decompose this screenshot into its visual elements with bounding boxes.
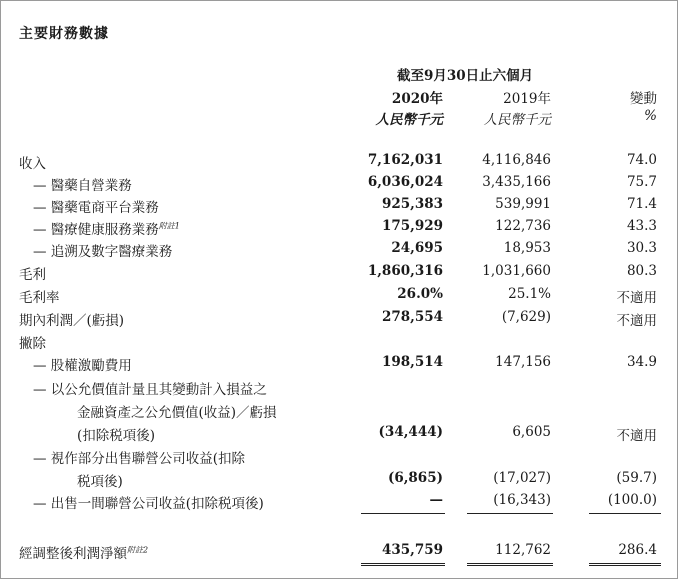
row-label: — 醫藥自營業務 [33, 178, 132, 194]
unit-2020-header: 人民幣千元 [375, 112, 443, 128]
row-label [19, 542, 148, 562]
value-2019: 3,435,166 [482, 174, 551, 190]
value-2019: (7,629) [501, 309, 551, 325]
value-2019: 25.1% [508, 286, 551, 302]
value-2019: (16,343) [493, 492, 551, 508]
table-row [1, 424, 677, 446]
value-change: 286.4 [618, 542, 657, 558]
value-2020: 435,759 [381, 542, 443, 558]
value-2020: 175,929 [381, 218, 443, 234]
table-row-gross-margin [1, 286, 677, 308]
row-label: — 以公允價值計量且其變動計入損益之 [33, 382, 267, 398]
value-change: 不適用 [616, 290, 657, 306]
value-2020: 26.0% [397, 286, 443, 302]
row-label: (扣除税項後) [77, 428, 156, 444]
change-header: 變動 [630, 91, 657, 107]
total-rule-2020 [361, 563, 445, 566]
row-label: — 出售一間聯營公司收益(扣除税項後) [33, 496, 264, 512]
section-title: 主要財務數據 [19, 26, 109, 42]
table-row [1, 354, 677, 376]
total-rule-2019 [467, 563, 553, 566]
value-change: (59.7) [616, 470, 657, 486]
row-label [33, 218, 180, 238]
table-row [1, 378, 677, 400]
row-label: 撇除 [19, 336, 46, 352]
total-rule-change [589, 563, 661, 566]
table-row [1, 492, 677, 514]
value-2020: (6,865) [387, 470, 443, 486]
value-change: 80.3 [626, 263, 657, 279]
subtotal-rule-change [589, 513, 661, 514]
value-change: 74.0 [626, 152, 657, 168]
table-row-gross-profit [1, 263, 677, 285]
value-change: (100.0) [607, 492, 657, 508]
percent-header: % [644, 108, 657, 124]
value-2020: 198,514 [381, 354, 443, 370]
value-2019: 112,762 [495, 542, 551, 558]
row-label: 毛利 [19, 267, 46, 283]
table-row [1, 447, 677, 469]
subtotal-rule-2019 [467, 513, 553, 514]
value-2020: 6,036,024 [367, 174, 443, 190]
table-row-exclude [1, 332, 677, 354]
table-row [1, 401, 677, 423]
value-2019: (17,027) [493, 470, 551, 486]
year-2019-header: 2019年 [503, 91, 551, 107]
value-change: 71.4 [626, 196, 657, 212]
subtotal-rule-2020 [361, 513, 445, 514]
row-label: 税項後) [77, 474, 123, 490]
value-2019: 6,605 [512, 424, 551, 440]
value-2019: 122,736 [495, 218, 551, 234]
value-change: 34.9 [626, 354, 657, 370]
value-2020: 925,383 [381, 196, 443, 212]
footnote-marker: 附註2 [127, 545, 149, 555]
table-row-adjusted-profit [1, 542, 677, 564]
table-row [1, 218, 677, 240]
row-label: 毛利率 [19, 290, 60, 306]
value-change: 不適用 [616, 313, 657, 329]
value-change: 不適用 [616, 428, 657, 444]
row-label: — 追溯及數字醫療業務 [33, 244, 173, 260]
value-2019: 4,116,846 [482, 152, 551, 168]
value-2020: 7,162,031 [367, 152, 443, 168]
year-2020-header: 2020年 [391, 91, 443, 107]
value-2019: 1,031,660 [482, 263, 551, 279]
table-row [1, 240, 677, 262]
footnote-marker: 附註1 [158, 221, 180, 231]
row-label-text: 經調整後利潤淨額 [19, 546, 127, 562]
table-row-revenue [1, 152, 677, 174]
unit-2019-header: 人民幣千元 [483, 112, 551, 128]
table-row [1, 196, 677, 218]
value-change: 75.7 [626, 174, 657, 190]
value-change: 43.3 [626, 218, 657, 234]
row-label: — 視作部分出售聯營公司收益(扣除 [33, 451, 246, 467]
period-header: 截至9月30日止六個月 [397, 68, 534, 84]
value-2019: 147,156 [495, 354, 551, 370]
row-label-text: — 醫療健康服務業務 [33, 222, 159, 238]
value-2020: 24,695 [391, 240, 443, 256]
value-2020: — [429, 492, 443, 508]
table-row [1, 470, 677, 492]
row-label: — 醫藥電商平台業務 [33, 200, 159, 216]
table-row [1, 174, 677, 196]
row-label: 收入 [19, 156, 46, 172]
row-label: 期內利潤／(虧損) [19, 313, 125, 329]
value-2020: 278,554 [381, 309, 443, 325]
value-2019: 539,991 [495, 196, 551, 212]
value-2020: 1,860,316 [367, 263, 443, 279]
table-row-profit [1, 309, 677, 331]
value-change: 30.3 [626, 240, 657, 256]
row-label: 金融資產之公允價值(收益)／虧損 [77, 405, 277, 421]
value-2019: 18,953 [503, 240, 551, 256]
row-label: — 股權激勵費用 [33, 358, 132, 374]
value-2020: (34,444) [378, 424, 443, 440]
